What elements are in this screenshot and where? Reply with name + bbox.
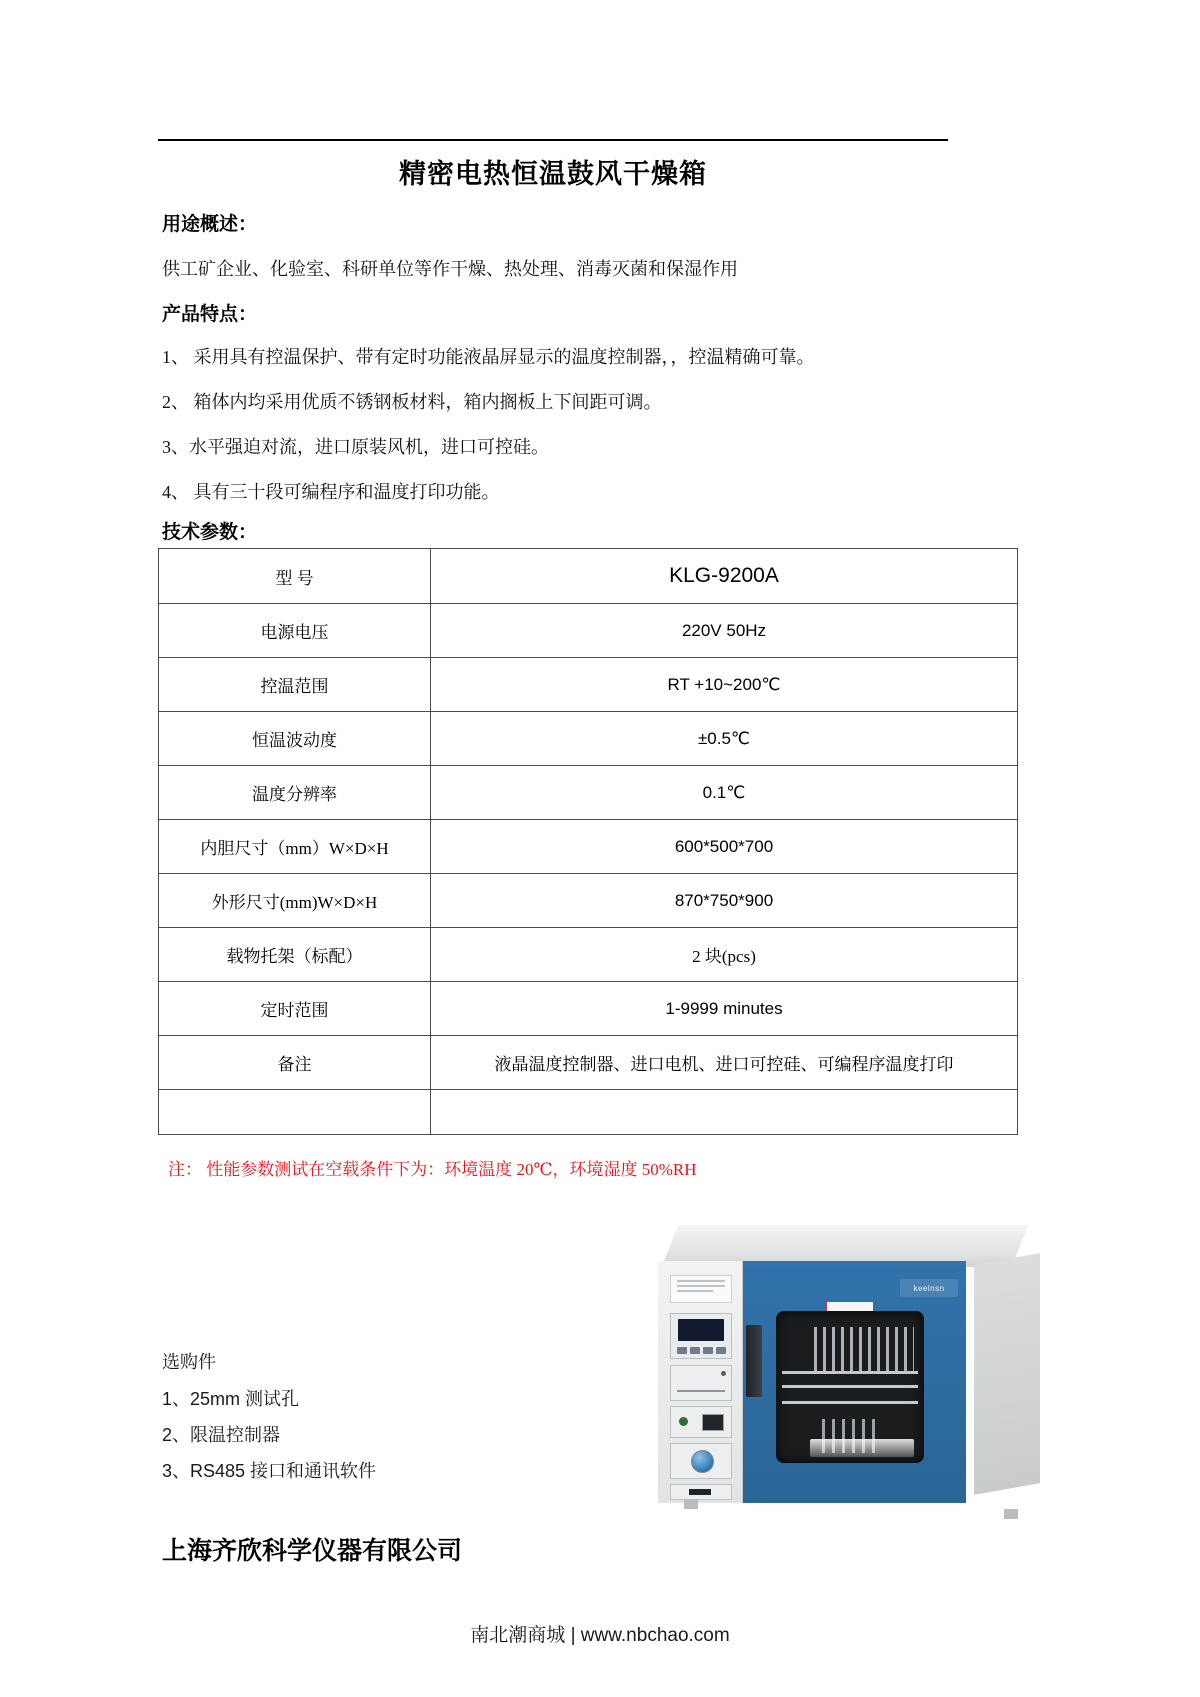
- features-heading: 产品特点：: [162, 304, 258, 325]
- option-item-2: 2、限温控制器: [162, 1425, 281, 1445]
- purpose-text: 供工矿企业、化验室、科研单位等作干燥、热处理、消毒灭菌和保湿作用: [162, 259, 738, 279]
- spec-value: 870*750*900: [431, 874, 1018, 928]
- product-image: [650, 1225, 1040, 1525]
- table-row: [159, 928, 1018, 982]
- specs-heading: 技术参数：: [162, 522, 258, 543]
- table-row: [159, 1090, 1018, 1135]
- chamber-reflection: [810, 1439, 914, 1457]
- spec-value: ±0.5℃: [431, 712, 1018, 766]
- control-knob: [691, 1450, 714, 1473]
- feature-item-4: 4、 具有三十段可编程序和温度打印功能。: [162, 482, 500, 502]
- spec-value: 2 块(pcs): [431, 928, 1018, 982]
- option-item-3: 3、RS485 接口和通讯软件: [162, 1461, 377, 1481]
- spec-value: RT +10~200℃: [431, 658, 1018, 712]
- brand-logo: keelnsn: [900, 1279, 958, 1297]
- table-row: [159, 874, 1018, 928]
- purpose-heading: 用途概述：: [162, 214, 258, 235]
- spec-label: 备注: [159, 1036, 431, 1090]
- spec-label: 控温范围: [159, 658, 431, 712]
- page-title: 精密电热恒温鼓风干燥箱: [399, 159, 707, 189]
- spec-label: 温度分辨率: [159, 766, 431, 820]
- company-name: 上海齐欣科学仪器有限公司: [162, 1538, 463, 1565]
- spec-label: 型 号: [159, 549, 431, 604]
- knob-panel: [670, 1443, 732, 1479]
- controller-buttons: [677, 1347, 726, 1354]
- viewing-window: [776, 1311, 924, 1463]
- oven-side-surface: [974, 1253, 1040, 1495]
- options-heading: 选购件: [162, 1352, 216, 1372]
- table-row: [159, 712, 1018, 766]
- spec-label: 电源电压: [159, 604, 431, 658]
- printer-paper-slot: [677, 1390, 725, 1392]
- page-footer: 南北潮商城 | www.nbchao.com: [470, 1625, 730, 1646]
- door-handle: [746, 1325, 762, 1397]
- spec-value: 600*500*700: [431, 820, 1018, 874]
- spec-value: [431, 1090, 1018, 1135]
- spec-value: 0.1℃: [431, 766, 1018, 820]
- oven-foot: [1004, 1509, 1018, 1519]
- table-row: [159, 549, 1018, 604]
- power-switch-panel: [670, 1406, 732, 1438]
- printer-module: [670, 1365, 732, 1401]
- lower-panel-module: [670, 1484, 732, 1500]
- rocker-switch: [702, 1414, 724, 1431]
- lcd-screen: [678, 1319, 724, 1341]
- table-row: [159, 1036, 1018, 1090]
- drying-oven-illustration: [650, 1225, 1040, 1525]
- printer-led-icon: [721, 1371, 726, 1376]
- spec-label: 外形尺寸(mm)W×D×H: [159, 874, 431, 928]
- table-row: [159, 982, 1018, 1036]
- table-row: [159, 820, 1018, 874]
- feature-item-1: 1、 采用具有控温保护、带有定时功能液晶屏显示的温度控制器，，控温精确可靠。: [162, 347, 815, 367]
- spec-value: 220V 50Hz: [431, 604, 1018, 658]
- spec-value: 1-9999 minutes: [431, 982, 1018, 1036]
- spec-table: [158, 548, 1018, 1135]
- test-condition-note: 注： 性能参数测试在空载条件下为：环境温度 20℃，环境湿度 50%RH: [168, 1160, 697, 1179]
- shelf-rack: [782, 1401, 918, 1404]
- table-row: [159, 766, 1018, 820]
- feature-item-2: 2、 箱体内均采用优质不锈钢板材料，箱内搁板上下间距可调。: [162, 392, 662, 412]
- feature-item-3: 3、水平强迫对流，进口原装风机，进口可控硅。: [162, 437, 549, 457]
- oven-foot: [684, 1499, 698, 1509]
- shelf-rack: [782, 1385, 918, 1388]
- table-row: [159, 604, 1018, 658]
- spec-value: KLG-9200A: [431, 549, 1018, 604]
- spec-label: 内胆尺寸（mm）W×D×H: [159, 820, 431, 874]
- power-indicator-icon: [679, 1417, 688, 1426]
- header-rule: [158, 139, 948, 141]
- temperature-controller: [670, 1313, 732, 1359]
- option-item-1: 1、25mm 测试孔: [162, 1389, 300, 1409]
- spec-value: 液晶温度控制器、进口电机、进口可控硅、可编程序温度打印: [431, 1036, 1018, 1090]
- chamber-contents: [814, 1327, 914, 1371]
- spec-label: 载物托架（标配）: [159, 928, 431, 982]
- spec-label: 定时范围: [159, 982, 431, 1036]
- spec-label: [159, 1090, 431, 1135]
- model-label-plate: [670, 1275, 732, 1303]
- spec-label: 恒温波动度: [159, 712, 431, 766]
- table-row: [159, 658, 1018, 712]
- control-panel: [658, 1261, 743, 1503]
- shelf-rack: [782, 1371, 918, 1374]
